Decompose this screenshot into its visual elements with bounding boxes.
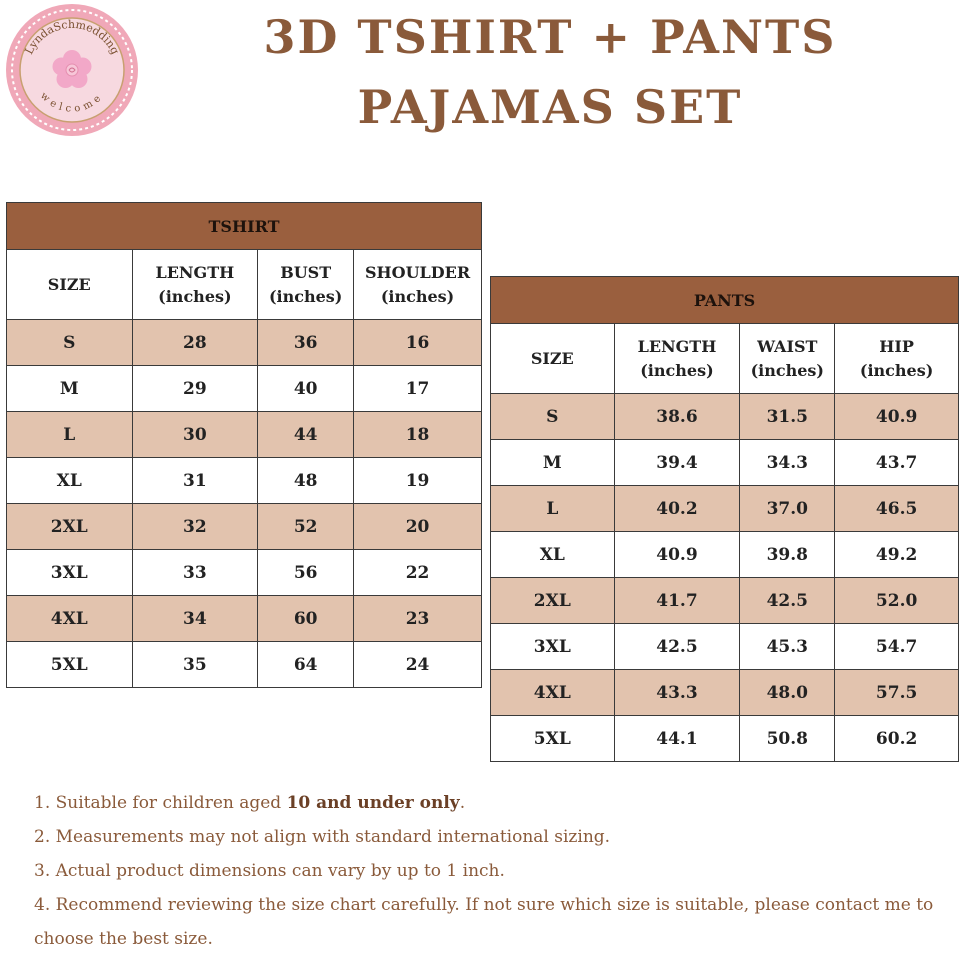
pants-size-cell: 3XL [491,624,615,670]
pants-col-header: HIP (inches) [835,324,959,394]
pants-table-row [491,578,959,624]
tshirt-col-header: SIZE [7,250,133,320]
page-title-line-1: 3D TSHIRT + PANTS [263,10,837,64]
tshirt-value-cell: 16 [354,320,482,366]
pants-size-cell: 2XL [491,578,615,624]
tshirt-table-row [7,412,482,458]
tshirt-size-table [6,202,482,688]
page-title-line-2: PAJAMAS SET [357,80,743,134]
pants-col-header: LENGTH (inches) [614,324,740,394]
tshirt-size-cell: M [7,366,133,412]
tshirt-value-cell: 35 [132,642,258,688]
pants-size-cell: M [491,440,615,486]
pants-value-cell: 52.0 [835,578,959,624]
tshirt-value-cell: 20 [354,504,482,550]
note-4: 4. Recommend reviewing the size chart carefully. If not sure which size is suitable, please contact me to choose the best size. [34,895,934,949]
pants-value-cell: 34.3 [740,440,835,486]
tshirt-size-cell: 2XL [7,504,133,550]
pants-value-cell: 43.7 [835,440,959,486]
pants-value-cell: 45.3 [740,624,835,670]
pants-size-cell: 4XL [491,670,615,716]
note-3: 3. Actual product dimensions can vary by up to 1 inch. [34,861,505,881]
tshirt-size-cell: XL [7,458,133,504]
tshirt-table-row [7,596,482,642]
pants-value-cell: 40.9 [835,394,959,440]
tshirt-value-cell: 44 [258,412,354,458]
pants-value-cell: 40.2 [614,486,740,532]
tshirt-size-cell: 3XL [7,550,133,596]
pants-value-cell: 44.1 [614,716,740,762]
tshirt-value-cell: 23 [354,596,482,642]
note-2: 2. Measurements may not align with standard international sizing. [34,827,611,847]
tshirt-value-cell: 19 [354,458,482,504]
tshirt-value-cell: 52 [258,504,354,550]
tshirt-table-row [7,504,482,550]
pants-size-cell: L [491,486,615,532]
pants-table-row [491,670,959,716]
pants-value-cell: 37.0 [740,486,835,532]
pants-value-cell: 42.5 [614,624,740,670]
tshirt-value-cell: 17 [354,366,482,412]
tshirt-value-cell: 48 [258,458,354,504]
brand-logo [4,2,140,138]
pants-value-cell: 41.7 [614,578,740,624]
pants-value-cell: 49.2 [835,532,959,578]
pants-size-table [490,276,959,762]
pants-table-row [491,440,959,486]
pants-value-cell: 57.5 [835,670,959,716]
tshirt-value-cell: 29 [132,366,258,412]
pants-col-header: SIZE [491,324,615,394]
pants-value-cell: 38.6 [614,394,740,440]
pants-size-cell: XL [491,532,615,578]
tshirt-value-cell: 33 [132,550,258,596]
pants-value-cell: 42.5 [740,578,835,624]
tshirt-col-header: LENGTH (inches) [132,250,258,320]
pants-col-header: WAIST (inches) [740,324,835,394]
pants-value-cell: 43.3 [614,670,740,716]
pants-table-title: PANTS [491,277,959,324]
tshirt-value-cell: 31 [132,458,258,504]
tshirt-value-cell: 36 [258,320,354,366]
pants-size-cell: 5XL [491,716,615,762]
tshirt-size-cell: L [7,412,133,458]
pants-table-row [491,532,959,578]
pants-value-cell: 60.2 [835,716,959,762]
pants-table-row [491,716,959,762]
pants-value-cell: 40.9 [614,532,740,578]
tshirt-value-cell: 32 [132,504,258,550]
tshirt-table-row [7,550,482,596]
logo-welcome-text: welcome [37,90,107,115]
pants-table-row [491,486,959,532]
tshirt-size-cell: S [7,320,133,366]
pants-value-cell: 39.8 [740,532,835,578]
size-notes [34,786,934,956]
pants-value-cell: 31.5 [740,394,835,440]
tshirt-table-row [7,642,482,688]
logo-name-text: LyndaSchmedding [22,17,122,57]
tshirt-table-title: TSHIRT [7,203,482,250]
tshirt-value-cell: 22 [354,550,482,596]
tshirt-value-cell: 34 [132,596,258,642]
tshirt-col-header: SHOULDER (inches) [354,250,482,320]
tshirt-value-cell: 40 [258,366,354,412]
note-1: 1. Suitable for children aged 10 and under only. [34,793,466,813]
tshirt-table-row [7,320,482,366]
pants-table-row [491,394,959,440]
tshirt-value-cell: 64 [258,642,354,688]
tshirt-size-cell: 5XL [7,642,133,688]
tshirt-table-row [7,366,482,412]
pants-table-row [491,624,959,670]
tshirt-value-cell: 30 [132,412,258,458]
pants-value-cell: 54.7 [835,624,959,670]
tshirt-col-header: BUST (inches) [258,250,354,320]
pants-value-cell: 50.8 [740,716,835,762]
tshirt-table-row [7,458,482,504]
tshirt-value-cell: 56 [258,550,354,596]
tshirt-value-cell: 18 [354,412,482,458]
pants-value-cell: 46.5 [835,486,959,532]
tshirt-size-cell: 4XL [7,596,133,642]
pants-value-cell: 48.0 [740,670,835,716]
pants-value-cell: 39.4 [614,440,740,486]
tshirt-value-cell: 60 [258,596,354,642]
tshirt-value-cell: 28 [132,320,258,366]
tshirt-value-cell: 24 [354,642,482,688]
pants-size-cell: S [491,394,615,440]
note-1-emphasis: 10 and under only [286,793,460,813]
